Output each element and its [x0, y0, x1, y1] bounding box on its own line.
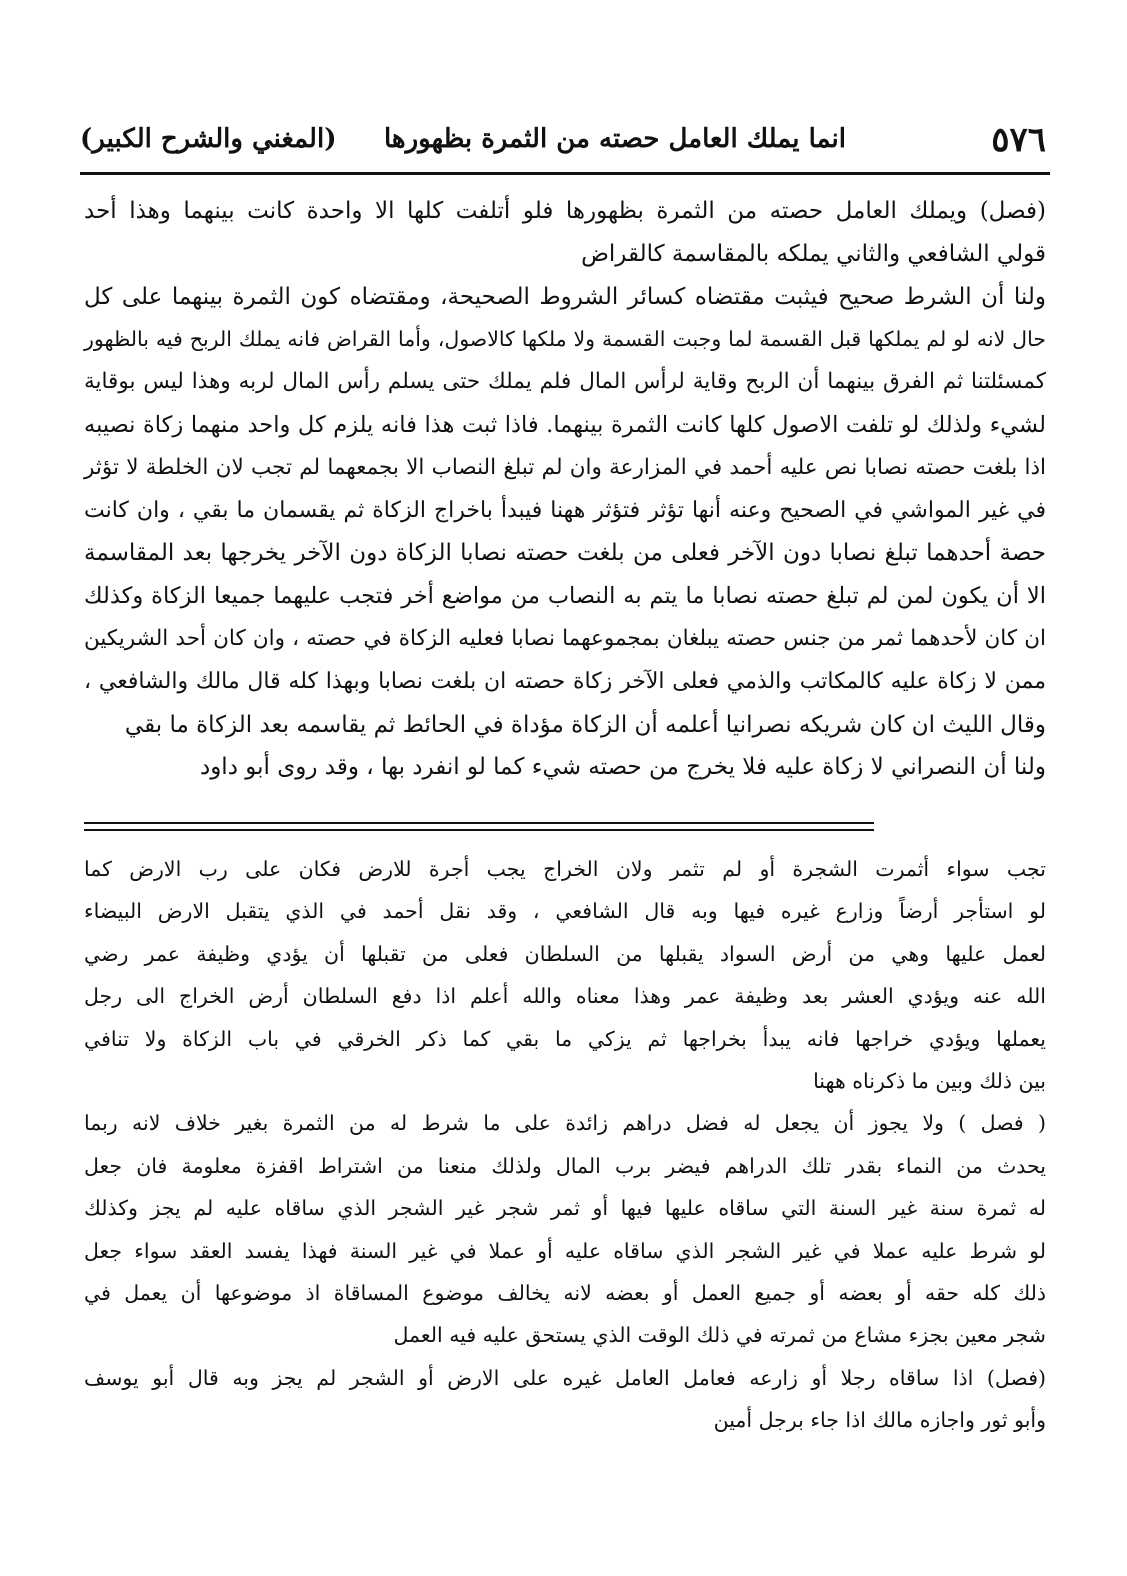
text-line: ذلك كله حقه أو بعضه أو جميع العمل أو بعضه لانه يخالف موضوع المساقاة اذ موضوعها أن يعمل في: [84, 1281, 1046, 1306]
text-line: حصة أحدهما تبلغ نصابا دون الآخر فعلى من بلغت حصته نصابا الزكاة دون الآخر يخرجها بعد المقاسمة: [84, 540, 1046, 567]
text-line: يحدث من النماء بقدر تلك الدراهم فيضر برب المال ولذلك منعنا من اشتراط اقفزة معلومة فان جعل: [84, 1153, 1046, 1178]
paragraph: [84, 746, 1046, 789]
text-line: ان كان لأحدهما ثمر من جنس حصته يبلغان بمجموعهما نصابا فعليه الزكاة في حصته ، وان كان أحد الشريكين: [84, 625, 1046, 651]
paragraph: [84, 276, 1046, 747]
header-rule: [80, 172, 1050, 175]
text-line: بين ذلك وبين ما ذكرناه ههنا: [813, 1069, 1046, 1094]
commentary-paragraph: [84, 1357, 1046, 1442]
text-line: له ثمرة سنة غير السنة التي ساقاه عليها فيها أو ثمر شجر غير الشجر الذي ساقاه عليه لم يجز وكذلك: [84, 1196, 1046, 1221]
text-line: كمسئلتنا ثم الفرق بينهما أن الربح وقاية لرأس المال فلم يملك حتى يسلم رأس المال لربه وهذا ليس بوقاية: [84, 369, 1046, 395]
text-line: (فصل) ويملك العامل حصته من الثمرة بظهورها فلو أتلفت كلها الا واحدة كانت بينهما وهذا أحد: [84, 198, 1046, 224]
book-title: (المغني والشرح الكبير): [80, 124, 337, 154]
footnote-separator-lower: [84, 829, 874, 831]
text-line: وقال الليث ان كان شريكه نصرانيا أعلمه أن الزكاة مؤداة في الحائط ثم يقاسمه بعد الزكاة ما بقي: [124, 711, 1046, 738]
text-line: ممن لا زكاة عليه كالمكاتب والذمي فعلى الآخر زكاة حصته ان بلغت نصابا وبهذا كله قال مالك والشافعي ،: [84, 668, 1046, 694]
commentary-text: [84, 848, 1046, 1442]
page-number: ٥٧٦: [991, 120, 1046, 160]
text-line: يعملها ويؤدي خراجها فانه يبدأ بخراجها ثم يزكي ما بقي كما ذكر الخرقي في باب الزكاة ولا تنافي: [84, 1026, 1046, 1051]
text-line: ( فصل ) ولا يجوز أن يجعل له فضل دراهم زائدة على ما شرط له من الثمرة بغير خلاف لانه ربما: [84, 1111, 1046, 1136]
text-line: قولي الشافعي والثاني يملكه بالمقاسمة كالقراض: [581, 240, 1046, 267]
text-line: ولنا أن الشرط صحيح فيثبت مقتضاه كسائر الشروط الصحيحة، ومقتضاه كون الثمرة بينهما على كل: [84, 283, 1046, 310]
paragraph: [84, 190, 1046, 276]
text-line: في غير المواشي في الصحيح وعنه أنها تؤثر فتؤثر ههنا فيبدأ باخراج الزكاة ثم يقسمان ما بقي ، وان كانت: [84, 497, 1046, 523]
commentary-paragraph: [84, 1102, 1046, 1356]
text-line: الله عنه ويؤدي العشر بعد وظيفة عمر وهذا معناه والله أعلم اذا دفع السلطان أرض الخراج الى رجل: [84, 984, 1046, 1009]
text-line: حال لانه لو لم يملكها قبل القسمة لما وجبت القسمة ولا ملكها كالاصول، وأما القراض فانه يملك الربح فيه بالظهور: [84, 327, 1046, 352]
text-line: لشيء ولذلك لو تلفت الاصول كلها كانت الثمرة بينهما. فاذا ثبت هذا فانه يلزم كل واحد منهما زكاة نصيبه: [84, 411, 1046, 438]
text-line: لعمل عليها وهي من أرض السواد يقبلها من السلطان فعلى من تقبلها أن يؤدي وظيفة عمر رضي: [84, 941, 1046, 966]
text-line: الا أن يكون لمن لم تبلغ حصته نصابا ما يتم به النصاب من مواضع أخر فتجب عليهما جميعا الزكاة وكذلك: [84, 583, 1046, 610]
text-line: ولنا أن النصراني لا زكاة عليه فلا يخرج من حصته شيء كما لو انفرد بها ، وقد روى أبو داود: [199, 754, 1046, 781]
text-line: اذا بلغت حصته نصابا نص عليه أحمد في المزارعة وان لم تبلغ النصاب الا بجمعهما لم تجب لان الخلطة لا تؤثر: [84, 454, 1046, 480]
main-text: [84, 190, 1046, 789]
footnote-separator-upper: [84, 822, 874, 824]
page-header: [80, 118, 1046, 168]
text-line: (فصل) اذا ساقاه رجلا أو زارعه فعامل العامل غيره على الارض أو الشجر لم يجز وبه قال أبو يوسف: [84, 1365, 1046, 1390]
running-title: انما يملك العامل حصته من الثمرة بظهورها: [383, 124, 846, 154]
text-line: لو استأجر أرضاً وزارع غيره فيها وبه قال الشافعي ، وقد نقل أحمد في الذي يتقبل الارض البيضاء: [84, 899, 1046, 924]
text-line: لو شرط عليه عملا في غير الشجر الذي ساقاه عليه أو عملا في غير السنة فهذا يفسد العقد سواء جعل: [84, 1238, 1046, 1263]
text-line: شجر معين بجزء مشاع من ثمرته في ذلك الوقت الذي يستحق عليه فيه العمل: [393, 1323, 1046, 1348]
commentary-paragraph: [84, 848, 1046, 1102]
text-line: وأبو ثور واجازه مالك اذا جاء برجل أمين: [713, 1408, 1046, 1433]
text-line: تجب سواء أثمرت الشجرة أو لم تثمر ولان الخراج يجب أجرة للارض فكان على رب الارض كما: [84, 857, 1046, 881]
